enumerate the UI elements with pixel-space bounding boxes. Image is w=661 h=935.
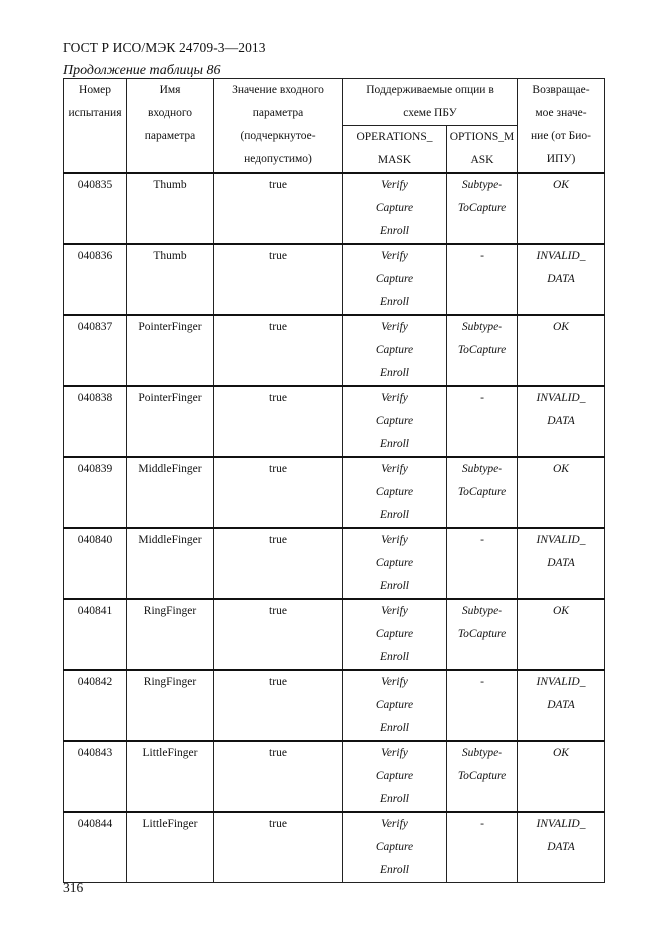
cell-test-number: 040842: [64, 670, 127, 741]
cell-return-value-line: OK: [553, 179, 569, 191]
table-row: [64, 386, 605, 457]
cell-operations-mask-line: Capture: [375, 770, 414, 782]
cell-operations-mask-line: Capture: [375, 344, 414, 356]
header-input-name-line: параметра: [144, 130, 196, 142]
table-caption: Продолжение таблицы 86: [63, 63, 221, 78]
header-supported-options-line: Поддерживаемые опции в: [366, 84, 494, 96]
cell-input-name: LittleFinger: [127, 741, 214, 812]
cell-return-value: [518, 741, 605, 812]
table-body: [64, 173, 605, 883]
cell-return-value: [518, 528, 605, 599]
cell-return-value: [518, 173, 605, 244]
cell-options-mask-line: Subtype-: [461, 747, 503, 759]
table-row: [64, 812, 605, 883]
cell-options-mask: [447, 315, 518, 386]
cell-test-number: 040840: [64, 528, 127, 599]
header-operations-mask: [343, 126, 447, 174]
cell-operations-mask-line: Capture: [375, 202, 414, 214]
cell-operations-mask-line: Enroll: [380, 296, 409, 308]
cell-operations-mask-line: Capture: [375, 557, 414, 569]
cell-return-value-line: INVALID_: [536, 676, 586, 688]
document-header: ГОСТ Р ИСО/МЭК 24709-3—2013: [63, 40, 266, 55]
cell-operations-mask-line: Verify: [381, 605, 408, 617]
cell-operations-mask-line: Enroll: [380, 438, 409, 450]
cell-options-mask: [447, 812, 518, 883]
cell-return-value-line: DATA: [547, 841, 575, 853]
cell-input-value: true: [214, 173, 343, 244]
cell-input-value: true: [214, 528, 343, 599]
header-supported-options: [343, 79, 518, 126]
header-input-name: [127, 79, 214, 174]
cell-return-value: [518, 670, 605, 741]
cell-return-value-line: DATA: [547, 273, 575, 285]
cell-operations-mask-line: Enroll: [380, 225, 409, 237]
header-input-value: [214, 79, 343, 174]
cell-return-value: [518, 386, 605, 457]
cell-options-mask-line: -: [480, 818, 484, 830]
cell-input-name: Thumb: [127, 173, 214, 244]
cell-input-name: PointerFinger: [127, 386, 214, 457]
cell-test-number: 040835: [64, 173, 127, 244]
test-table: [63, 78, 605, 883]
cell-test-number: 040844: [64, 812, 127, 883]
cell-return-value-line: DATA: [547, 699, 575, 711]
cell-options-mask-line: ToCapture: [457, 628, 507, 640]
cell-operations-mask: [343, 528, 447, 599]
table-row: [64, 599, 605, 670]
cell-operations-mask-line: Enroll: [380, 793, 409, 805]
table-row: [64, 173, 605, 244]
cell-options-mask-line: ToCapture: [457, 486, 507, 498]
header-return-value-line: ние (от Био-: [531, 130, 591, 142]
cell-return-value: [518, 812, 605, 883]
cell-operations-mask: [343, 670, 447, 741]
header-test-number-line: Номер: [79, 84, 111, 96]
cell-operations-mask-line: Verify: [381, 676, 408, 688]
cell-options-mask-line: -: [480, 250, 484, 262]
header-options-mask-line: ASK: [470, 154, 494, 166]
cell-input-name: RingFinger: [127, 670, 214, 741]
cell-operations-mask-line: Enroll: [380, 722, 409, 734]
cell-options-mask-line: -: [480, 534, 484, 546]
cell-input-value: true: [214, 741, 343, 812]
header-supported-options-line: схеме ПБУ: [403, 107, 457, 119]
cell-input-name: PointerFinger: [127, 315, 214, 386]
cell-return-value-line: OK: [553, 463, 569, 475]
cell-options-mask: [447, 599, 518, 670]
cell-options-mask: [447, 386, 518, 457]
header-return-value-line: мое значе-: [535, 107, 587, 119]
cell-operations-mask-line: Verify: [381, 818, 408, 830]
header-operations-mask-line: OPERATIONS_: [356, 131, 433, 143]
cell-options-mask-line: Subtype-: [461, 179, 503, 191]
cell-options-mask: [447, 741, 518, 812]
cell-input-value: true: [214, 457, 343, 528]
cell-operations-mask-line: Capture: [375, 486, 414, 498]
cell-operations-mask: [343, 386, 447, 457]
cell-input-value: true: [214, 670, 343, 741]
cell-return-value: [518, 315, 605, 386]
cell-operations-mask-line: Capture: [375, 841, 414, 853]
cell-operations-mask-line: Verify: [381, 392, 408, 404]
cell-test-number: 040838: [64, 386, 127, 457]
cell-test-number: 040837: [64, 315, 127, 386]
cell-test-number: 040843: [64, 741, 127, 812]
cell-options-mask: [447, 528, 518, 599]
header-input-value-line: (подчеркнутое-: [240, 130, 316, 142]
cell-options-mask-line: ToCapture: [457, 344, 507, 356]
cell-return-value-line: INVALID_: [536, 392, 586, 404]
header-options-mask-line: OPTIONS_M: [449, 131, 515, 143]
table-row: [64, 457, 605, 528]
cell-input-name: RingFinger: [127, 599, 214, 670]
table-row: [64, 244, 605, 315]
cell-options-mask: [447, 457, 518, 528]
cell-input-value: true: [214, 812, 343, 883]
cell-options-mask-line: -: [480, 676, 484, 688]
cell-return-value-line: DATA: [547, 557, 575, 569]
cell-operations-mask-line: Verify: [381, 250, 408, 262]
cell-operations-mask: [343, 457, 447, 528]
cell-operations-mask-line: Enroll: [380, 367, 409, 379]
header-input-value-line: недопустимо): [244, 153, 312, 165]
cell-operations-mask-line: Capture: [375, 415, 414, 427]
cell-input-name: MiddleFinger: [127, 528, 214, 599]
cell-return-value-line: INVALID_: [536, 250, 586, 262]
cell-operations-mask-line: Capture: [375, 699, 414, 711]
cell-options-mask: [447, 670, 518, 741]
cell-operations-mask: [343, 173, 447, 244]
cell-operations-mask-line: Verify: [381, 179, 408, 191]
cell-operations-mask: [343, 599, 447, 670]
cell-return-value: [518, 457, 605, 528]
page-number: 316: [63, 880, 84, 895]
cell-return-value-line: INVALID_: [536, 534, 586, 546]
cell-operations-mask-line: Verify: [381, 747, 408, 759]
cell-operations-mask-line: Capture: [375, 628, 414, 640]
header-options-mask: [447, 126, 518, 174]
cell-options-mask-line: Subtype-: [461, 605, 503, 617]
header-return-value-line: ИПУ): [546, 153, 576, 165]
cell-options-mask-line: -: [480, 392, 484, 404]
cell-test-number: 040836: [64, 244, 127, 315]
cell-operations-mask: [343, 741, 447, 812]
table-row: [64, 741, 605, 812]
cell-input-name: Thumb: [127, 244, 214, 315]
cell-options-mask-line: Subtype-: [461, 463, 503, 475]
header-return-value-line: Возвращае-: [532, 84, 590, 96]
cell-options-mask-line: ToCapture: [457, 202, 507, 214]
header-test-number-line: испытания: [68, 107, 122, 119]
table-row: [64, 528, 605, 599]
cell-input-value: true: [214, 315, 343, 386]
table-row: [64, 315, 605, 386]
header-return-value: [518, 79, 605, 174]
cell-operations-mask-line: Enroll: [380, 580, 409, 592]
cell-operations-mask-line: Enroll: [380, 864, 409, 876]
header-input-name-line: входного: [147, 107, 193, 119]
cell-options-mask-line: ToCapture: [457, 770, 507, 782]
cell-operations-mask: [343, 244, 447, 315]
cell-operations-mask-line: Enroll: [380, 651, 409, 663]
cell-return-value-line: OK: [553, 747, 569, 759]
cell-input-value: true: [214, 244, 343, 315]
cell-options-mask: [447, 244, 518, 315]
cell-return-value-line: INVALID_: [536, 818, 586, 830]
header-input-name-line: Имя: [159, 84, 181, 96]
cell-input-value: true: [214, 386, 343, 457]
header-input-value-line: параметра: [252, 107, 304, 119]
cell-operations-mask: [343, 812, 447, 883]
cell-input-name: LittleFinger: [127, 812, 214, 883]
cell-options-mask: [447, 173, 518, 244]
cell-return-value-line: OK: [553, 605, 569, 617]
cell-return-value-line: DATA: [547, 415, 575, 427]
cell-input-value: true: [214, 599, 343, 670]
cell-operations-mask-line: Verify: [381, 534, 408, 546]
cell-operations-mask-line: Verify: [381, 463, 408, 475]
cell-return-value: [518, 244, 605, 315]
cell-return-value-line: OK: [553, 321, 569, 333]
table-row: [64, 670, 605, 741]
cell-operations-mask-line: Enroll: [380, 509, 409, 521]
header-input-value-line: Значение входного: [232, 84, 324, 96]
cell-operations-mask: [343, 315, 447, 386]
header-test-number: [64, 79, 127, 174]
cell-input-name: MiddleFinger: [127, 457, 214, 528]
cell-operations-mask-line: Capture: [375, 273, 414, 285]
cell-test-number: 040841: [64, 599, 127, 670]
header-operations-mask-line: MASK: [377, 154, 412, 166]
cell-return-value: [518, 599, 605, 670]
cell-options-mask-line: Subtype-: [461, 321, 503, 333]
cell-operations-mask-line: Verify: [381, 321, 408, 333]
cell-test-number: 040839: [64, 457, 127, 528]
